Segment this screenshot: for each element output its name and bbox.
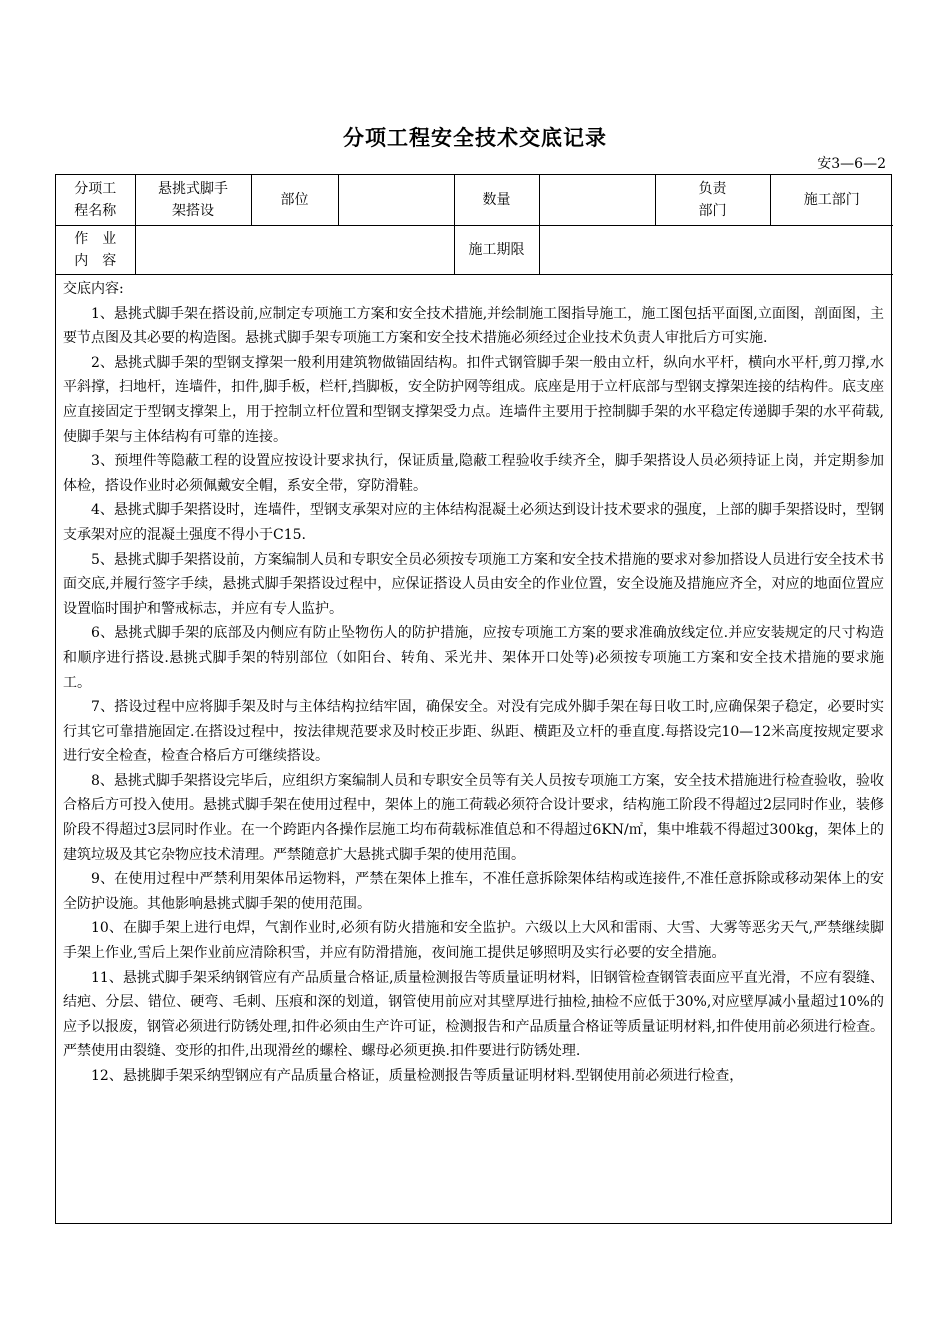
clause-2: 2、悬挑式脚手架的型钢支撑架一般利用建筑物做锚固结构。扣件式钢管脚手架一般由立杆，纵向水平杆，横向水平杆,剪刀撑,水平斜撑，扫地杆，连墙件，扣件,脚手板，栏杆,挡脚板，安全防护网等组成。底座是用于立杆底部与型钢支撑架连接的结构件。底支座应直接固定于型钢支撑架上，用于控制立杆位置和型钢支撑架受力点。连墙件主要用于控制脚手架的水平稳定传递脚手架的水平荷载,使脚手架与主体结构有可靠的连接。 [63,354,884,445]
project-name-value[interactable]: 悬挑式脚手 架搭设 [135,175,251,226]
period-label: 施工期限 [454,226,539,275]
clause-3: 3、预埋件等隐蔽工程的设置应按设计要求执行，保证质量,隐蔽工程验收手续齐全，脚手架搭设人员必须持证上岗，并定期参加体检，搭设作业时必须佩戴安全帽，系安全带，穿防滑鞋。 [63,453,884,494]
header-table [56,175,893,275]
clause-6: 6、悬挑式脚手架的底部及内侧应有防止坠物伤人的防护措施，应按专项施工方案的要求准确放线定位.并应安装规定的尺寸构造和顺序进行搭设.悬挑式脚手架的特别部位（如阳台、转角、采光井、架体开口处等)必须按专项施工方案和安全技术措施的要求施工。 [63,625,884,691]
clause-8: 8、悬挑式脚手架搭设完毕后，应组织方案编制人员和专职安全员等有关人员按专项施工方案，安全技术措施进行检查验收，验收合格后方可投入使用。悬挑式脚手架在使用过程中，架体上的施工荷载必须符合设计要求，结构施工阶段不得超过2层同时作业，装修阶段不得超过3层同时作业。在一个跨距内各操作层施工均布荷载标准值总和不得超过6KN/㎡，集中堆载不得超过300kg，架体上的建筑垃圾及其它杂物应技术清理。严禁随意扩大悬挑式脚手架的使用范围。 [63,772,884,863]
location-value[interactable] [338,175,454,226]
header-row-2 [56,226,893,275]
clause-5: 5、悬挑式脚手架搭设前，方案编制人员和专职安全员必须按专项施工方案和安全技术措施的要求对参加搭设人员进行安全技术书面交底,并履行签字手续，悬挑式脚手架搭设过程中，应保证搭设人员由安全的作业位置，安全设施及措施应齐全，对应的地面位置应设置临时围护和警戒标志，并应有专人监护。 [63,551,884,617]
disclosure-form [55,174,892,1224]
page-title: 分项工程安全技术交底记录 [343,126,607,150]
clause-7: 7、搭设过程中应将脚手架及时与主体结构拉结牢固，确保安全。对没有完成外脚手架在每日收工时,应确保架子稳定，必要时实行其它可靠措施固定.在搭设过程中，按法律规范要求及时校正步距、纵距、横距及立杆的垂直度.每搭设完10—12米高度按规定要求进行安全检查，检查合格后方可继续搭设。 [63,699,884,765]
work-content-label: 作 业 内 容 [56,226,135,275]
clause-12: 12、悬挑脚手架采纳型钢应有产品质量合格证，质量检测报告等质量证明材料.型钢使用前必须进行检查， [91,1068,744,1084]
clause-9: 9、在使用过程中严禁利用架体吊运物料，严禁在架体上推车，不准任意拆除架体结构或连接件,不准任意拆除或移动架体上的安全防护设施。其他影响悬挑式脚手架的使用范围。 [63,871,884,912]
quantity-value[interactable] [539,175,655,226]
project-name-label: 分项工 程名称 [56,175,135,226]
header-row-1 [56,175,893,226]
period-value[interactable] [539,226,893,275]
dept-label: 负责 部门 [655,175,770,226]
location-label: 部位 [251,175,338,226]
quantity-label: 数量 [454,175,539,226]
clause-11: 11、悬挑式脚手架采纳钢管应有产品质量合格证,质量检测报告等质量证明材料，旧钢管检查钢管表面应平直光滑，不应有裂缝、结疤、分层、错位、硬弯、毛刺、压痕和深的划道，钢管使用前应对其壁厚进行抽检,抽检不应低于30%,对应壁厚减小量超过10%的应予以报废，钢管必须进行防锈处理,扣件必须由生产许可证，检测报告和产品质量合格证等质量证明材料,扣件使用前必须进行检查。严禁使用由裂缝、变形的扣件,出现滑丝的螺栓、螺母必须更换.扣件要进行防锈处理. [63,969,884,1060]
clause-4: 4、悬挑式脚手架搭设时，连墙件，型钢支承架对应的主体结构混凝土必须达到设计技术要求的强度，上部的脚手架搭设时，型钢支承架对应的混凝土强度不得小于C15. [63,502,884,543]
dept-value[interactable]: 施工部门 [770,175,893,226]
form-code: 安3—6—2 [817,156,886,172]
work-content-value[interactable] [135,226,454,275]
disclosure-content [56,275,891,1089]
clause-10: 10、在脚手架上进行电焊，气割作业时,必须有防火措施和安全监护。六级以上大风和雷雨、大雪、大雾等恶劣天气,严禁继续脚手架上作业,雪后上架作业前应清除积雪，并应有防滑措施，夜间施工提供足够照明及实行必要的安全措施。 [63,920,884,962]
clause-1: 1、悬挑式脚手架在搭设前,应制定专项施工方案和安全技术措施,并绘制施工图指导施工，施工图包括平面图,立面图，剖面图，主要节点图及其必要的构造图。悬挑式脚手架专项施工方案和安全技术措施必须经过企业技术负责人审批后方可实施. [63,305,884,347]
content-label: 交底内容: [63,281,124,297]
